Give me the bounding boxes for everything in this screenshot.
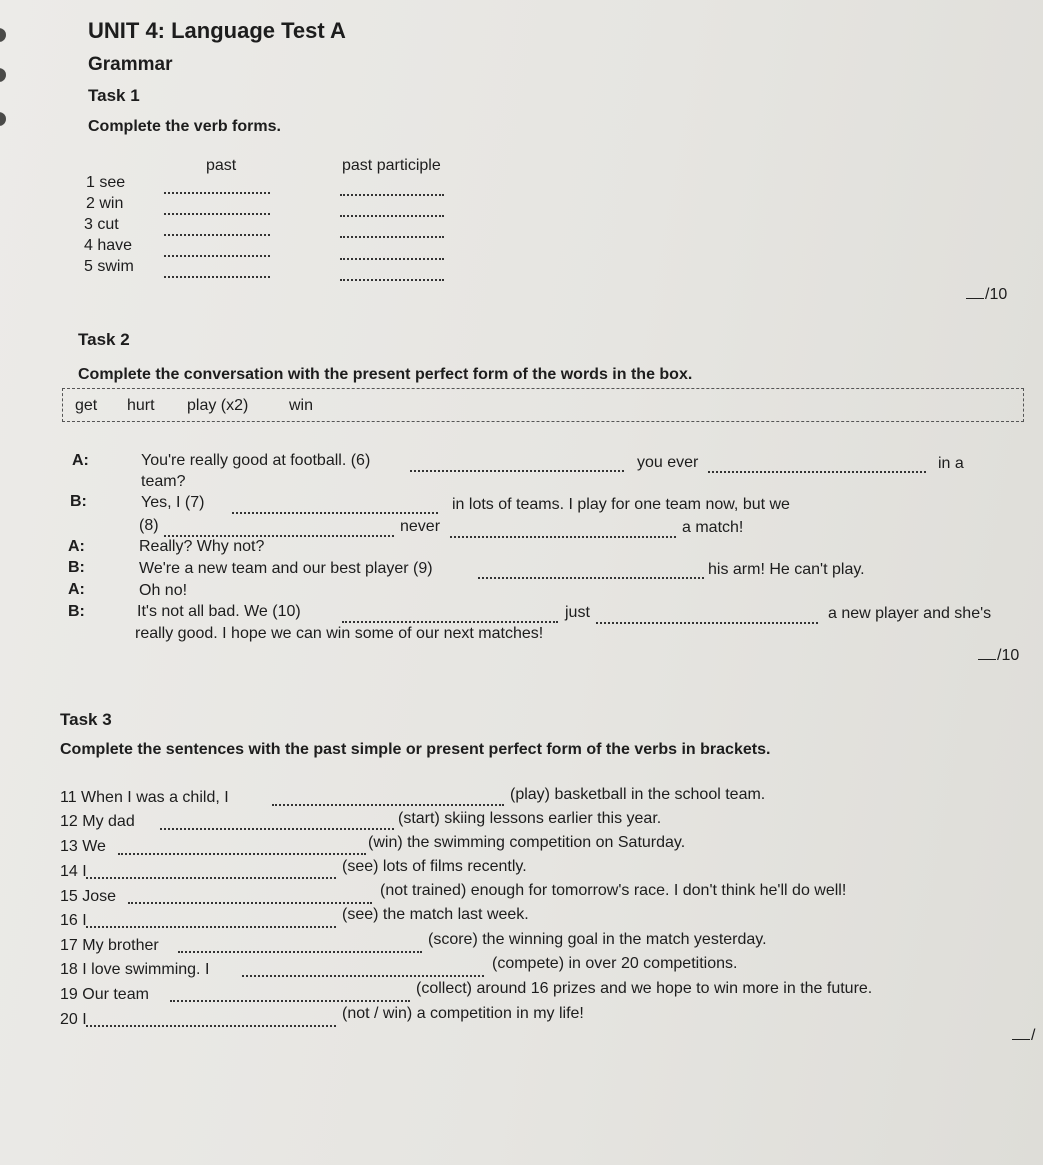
task3-score[interactable] <box>1012 1027 1035 1045</box>
speaker-label: B: <box>70 493 87 510</box>
dialogue-text: his arm! He can't play. <box>708 561 865 578</box>
answer-blank-16[interactable] <box>86 926 336 928</box>
dialogue-text: You're really good at football. (6) <box>141 452 371 469</box>
sentence-start: 12 My dad <box>60 813 135 830</box>
score-total: /10 <box>997 647 1020 664</box>
dialogue-text: you ever <box>637 454 699 471</box>
answer-blank-6[interactable] <box>410 470 624 472</box>
answer-blank-7[interactable] <box>232 512 438 514</box>
answer-blank-15[interactable] <box>128 902 372 904</box>
answer-blank-past[interactable] <box>164 213 270 215</box>
speaker-label: A: <box>68 581 85 598</box>
box-word: play (x2) <box>187 397 249 414</box>
binder-hole <box>0 68 6 82</box>
sentence-end: (collect) around 16 prizes and we hope to win more in the future. <box>416 980 873 997</box>
answer-blank-18[interactable] <box>242 975 484 977</box>
dialogue-text: (8) <box>139 517 159 534</box>
task3-heading: Task 3 <box>60 710 112 729</box>
section-heading: Grammar <box>88 54 173 75</box>
answer-blank-past-participle[interactable] <box>340 215 444 217</box>
speaker-label: A: <box>72 452 89 469</box>
sentence-start: 17 My brother <box>60 937 159 954</box>
score-total: /10 <box>985 286 1008 303</box>
dialogue-text: It's not all bad. We (10) <box>137 603 301 620</box>
answer-blank-past[interactable] <box>164 276 270 278</box>
verb-item: 2 win <box>86 195 124 212</box>
sentence-end: (compete) in over 20 competitions. <box>492 955 738 972</box>
dialogue-text: Oh no! <box>139 582 188 599</box>
sentence-end: (win) the swimming competition on Saturday. <box>368 834 686 851</box>
dialogue-text: Yes, I (7) <box>141 494 205 511</box>
answer-blank-past[interactable] <box>164 192 270 194</box>
sentence-start: 18 I love swimming. I <box>60 961 210 978</box>
dialogue-text: We're a new team and our best player (9) <box>139 560 433 577</box>
binder-hole <box>0 28 6 42</box>
answer-blank-past-participle[interactable] <box>340 194 444 196</box>
answer-blank-12[interactable] <box>160 828 394 830</box>
answer-blank-past[interactable] <box>164 255 270 257</box>
dialogue-text: in lots of teams. I play for one team now, but we <box>452 496 790 513</box>
answer-blank-11[interactable] <box>272 804 504 806</box>
dialogue-text: never <box>400 518 441 535</box>
sentence-end: (not trained) enough for tomorrow's race. I don't think he'll do well! <box>380 882 847 899</box>
sentence-start: 20 I <box>60 1011 87 1028</box>
task2-score[interactable] <box>978 647 1019 665</box>
sentence-start: 13 We <box>60 838 106 855</box>
sentence-start: 16 I <box>60 912 87 929</box>
verb-item: 4 have <box>84 237 133 254</box>
answer-blank-8b[interactable] <box>450 536 676 538</box>
speaker-label: B: <box>68 559 85 576</box>
answer-blank-past-participle[interactable] <box>340 279 444 281</box>
sentence-end: (see) the match last week. <box>342 906 529 923</box>
page-title: UNIT 4: Language Test A <box>88 18 346 43</box>
speaker-label: B: <box>68 603 85 620</box>
answer-blank-past[interactable] <box>164 234 270 236</box>
sentence-start: 14 I <box>60 863 87 880</box>
box-word: win <box>289 397 314 414</box>
sentence-end: (play) basketball in the school team. <box>510 786 766 803</box>
answer-blank-past-participle[interactable] <box>340 258 444 260</box>
dialogue-text: Really? Why not? <box>139 538 265 555</box>
task3-instruction: Complete the sentences with the past simple or present perfect form of the verbs in brackets. <box>60 741 771 758</box>
dialogue-text: a new player and she's <box>828 605 992 622</box>
sentence-start: 11 When I was a child, I <box>60 789 229 806</box>
sentence-end: (not / win) a competition in my life! <box>342 1005 584 1022</box>
verb-item: 1 see <box>86 174 126 191</box>
column-header-past: past <box>206 157 237 174</box>
dialogue-text: team? <box>141 473 186 490</box>
answer-blank-14[interactable] <box>86 877 336 879</box>
box-word: get <box>75 397 98 414</box>
task1-instruction: Complete the verb forms. <box>88 118 281 135</box>
task1-score[interactable] <box>966 286 1007 304</box>
dialogue-text: just <box>565 604 590 621</box>
speaker-label: A: <box>68 538 85 555</box>
dialogue-text: a match! <box>682 519 744 536</box>
task1-heading: Task 1 <box>88 86 140 105</box>
answer-blank-10b[interactable] <box>596 622 818 624</box>
answer-blank-10[interactable] <box>342 621 558 623</box>
sentence-end: (score) the winning goal in the match yesterday. <box>428 931 767 948</box>
answer-blank-13[interactable] <box>118 853 366 855</box>
binder-hole <box>0 112 6 126</box>
sentence-end: (start) skiing lessons earlier this year. <box>398 810 662 827</box>
word-box <box>62 388 1024 422</box>
sentence-start: 19 Our team <box>60 986 149 1003</box>
verb-item: 3 cut <box>84 216 119 233</box>
dialogue-text: really good. I hope we can win some of our next matches! <box>135 625 544 642</box>
answer-blank-19[interactable] <box>170 1000 410 1002</box>
sentence-end: (see) lots of films recently. <box>342 858 527 875</box>
answer-blank-9[interactable] <box>478 577 704 579</box>
score-total: / <box>1031 1027 1036 1044</box>
task2-instruction: Complete the conversation with the present perfect form of the words in the box. <box>78 366 693 383</box>
answer-blank-past-participle[interactable] <box>340 236 444 238</box>
verb-item: 5 swim <box>84 258 134 275</box>
column-header-past-participle: past participle <box>342 157 441 174</box>
answer-blank-6b[interactable] <box>708 471 926 473</box>
box-word: hurt <box>127 397 155 414</box>
sentence-start: 15 Jose <box>60 888 117 905</box>
answer-blank-17[interactable] <box>178 951 422 953</box>
answer-blank-8[interactable] <box>164 535 394 537</box>
answer-blank-20[interactable] <box>86 1025 336 1027</box>
task2-heading: Task 2 <box>78 330 130 349</box>
dialogue-text: in a <box>938 455 964 472</box>
